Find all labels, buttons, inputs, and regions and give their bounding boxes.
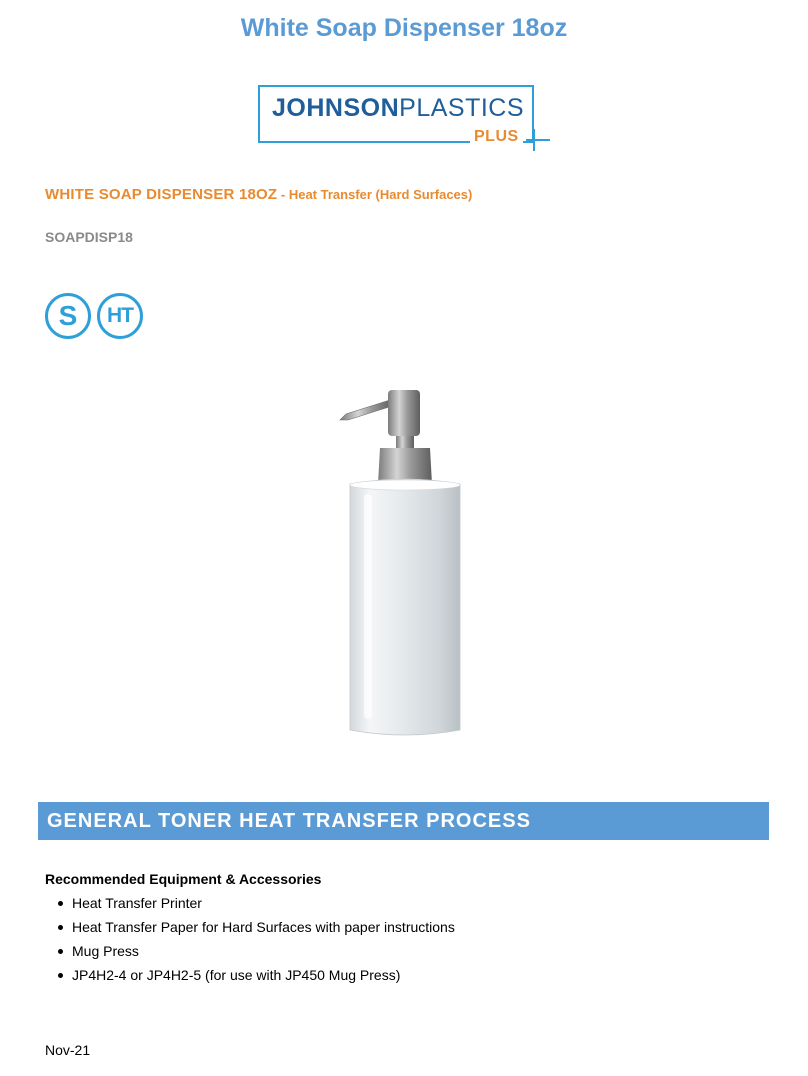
list-item xyxy=(45,965,455,989)
sublimation-badge-icon: S xyxy=(45,293,91,339)
product-heading xyxy=(45,186,472,204)
logo-word-johnson: JOHNSON xyxy=(272,94,400,122)
soap-dispenser-photo xyxy=(312,362,497,752)
list-item xyxy=(45,893,455,917)
section-title: GENERAL TONER HEAT TRANSFER PROCESS xyxy=(47,809,531,832)
company-logo xyxy=(258,85,550,153)
process-section-header xyxy=(38,802,769,840)
footer-date: Nov-21 xyxy=(45,1042,91,1058)
logo-plus-icon xyxy=(526,129,550,151)
bullet-icon xyxy=(58,901,63,906)
logo-word-plastics: PLASTICS xyxy=(399,94,525,122)
list-item-label: Heat Transfer Printer xyxy=(72,895,202,911)
bullet-icon xyxy=(58,973,63,978)
list-item-label: Heat Transfer Paper for Hard Surfaces with paper instructions xyxy=(72,919,455,935)
logo-plus-label: PLUS xyxy=(470,128,523,146)
list-item-label: Mug Press xyxy=(72,943,139,959)
bullet-icon xyxy=(58,925,63,930)
list-item xyxy=(45,917,455,941)
product-sku: SOAPDISP18 xyxy=(45,229,133,245)
product-name: WHITE SOAP DISPENSER 18OZ xyxy=(45,186,278,203)
logo-wordmark xyxy=(272,94,524,123)
product-process: - Heat Transfer (Hard Surfaces) xyxy=(277,187,473,202)
bullet-icon xyxy=(58,949,63,954)
equipment-heading: Recommended Equipment & Accessories xyxy=(45,871,322,887)
equipment-list xyxy=(45,893,455,989)
page-title: White Soap Dispenser 18oz xyxy=(240,14,568,42)
list-item-label: JP4H2-4 or JP4H2-5 (for use with JP450 Mug Press) xyxy=(72,967,401,983)
heat-transfer-badge-icon: HT xyxy=(97,293,143,339)
list-item xyxy=(45,941,455,965)
